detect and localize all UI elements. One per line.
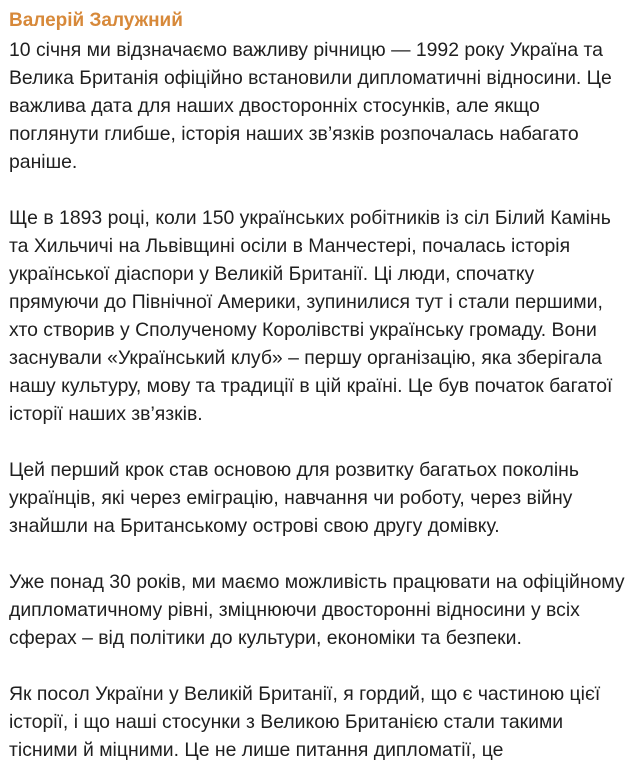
message-paragraph: Ще в 1893 році, коли 150 українських робітників із сіл Білий Камінь та Хильчичі на Львівщині осіли в Манчестері, почалась історія української діаспори у Великій Британії. Ці люди, спочатку прямуючи до Північної Америки, зупинилися тут і стали першими, хто створив у Сполученому Королівстві українську громаду. Вони заснували «Український клуб» – першу організацію, яка зберігала нашу культуру, мову та традиції в цій країні. Це був початок багатої історії наших зв’язків. <box>9 207 613 425</box>
message-text <box>9 36 625 764</box>
message-paragraph: Як посол України у Великій Британії, я гордий, що є частиною цієї історії, і що наші стосунки з Великою Британією стали такими тісними й міцними. Це не лише питання дипломатії, це <box>9 683 601 761</box>
author-name[interactable]: Валерій Залужний <box>9 10 183 31</box>
message-paragraph: Цей перший крок став основою для розвитку багатьох поколінь українців, які через еміграцію, навчання чи роботу, через війну знайшли на Британському острові свою другу домівку. <box>9 459 579 537</box>
message-paragraph: 10 січня ми відзначаємо важливу річницю — 1992 року Україна та Велика Британія офіційно встановили дипломатичні відносини. Це важлива дата для наших двосторонніх стосунків, але якщо поглянути глибше, історія наших зв’язків розпочалась набагато раніше. <box>9 39 612 173</box>
message-paragraph: Уже понад 30 років, ми маємо можливість працювати на офіційному дипломатичному рівні, зміцнюючи двосторонні відносини у всіх сферах – від політики до культури, економіки та безпеки. <box>9 571 625 649</box>
